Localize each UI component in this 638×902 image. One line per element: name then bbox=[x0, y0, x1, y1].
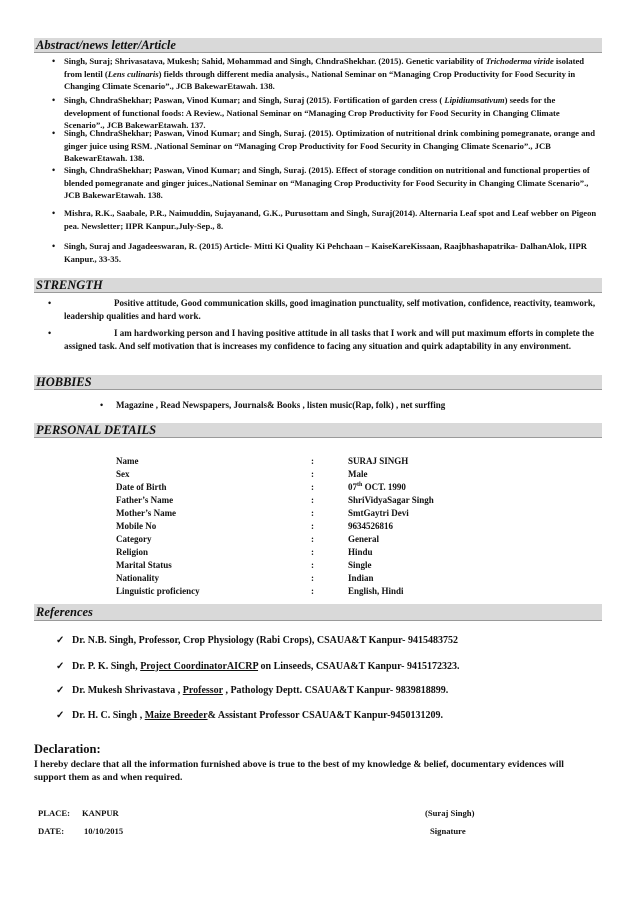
abstract-heading: Abstract/news letter/Article bbox=[34, 38, 602, 53]
pd-row-mother: Mother’s Name : SmtGaytri Devi bbox=[116, 508, 409, 518]
abstract-item-4: • Singh, ChndraShekhar; Paswan, Vinod Kumar; and Singh, Suraj. (2015). Effect of storage condition on nutritional and functional properties of blended pomegranate and ginger juices.,National Seminar on “Managing Crop Productivity for Food Security in Changing Climate Scenario”., JCB BakewarEtawah. 138. bbox=[52, 165, 590, 201]
abstract-item-6: • Singh, Suraj and Jagadeeswaran, R. (2015) Article- Mitti Ki Quality Ki Pehchaan – KaiseKareKissaan, Raajbhashapatrika- DalhanAlok, IIPR Kanpur., 33-35. bbox=[52, 241, 587, 264]
bullet-icon: • bbox=[48, 328, 52, 338]
checkmark-icon: ✓ bbox=[56, 685, 65, 696]
pd-row-father: Father’s Name : ShriVidyaSagar Singh bbox=[116, 495, 434, 505]
abstract-item-1: • Singh, Suraj; Shrivasatava, Mukesh; Sahid, Mohammad and Singh, ChndraShekhar. (2015). Genetic variability of Trichoderma viride isolated from lentil (Lens culinaris) fields through different media analysis., National Seminar on “Managing Crop Productivity for Food Security in Changing Climate Scenario”., JCB BakewarEtawah. 138. bbox=[52, 56, 585, 92]
checkmark-icon: ✓ bbox=[56, 661, 65, 672]
abstract-item-3: • Singh, ChndraShekhar; Paswan, Vinod Kumar; and Singh, Suraj. (2015). Optimization of nutritional drink combining pomegranate, orange and ginger juice using RSM. ,National Seminar on “Managing Crop Productivity for Food Security in Changing Climate Scenario”., JCB BakewarEtawah. 138. bbox=[52, 128, 595, 164]
hobbies-heading: HOBBIES bbox=[34, 375, 602, 390]
pd-row-mobile: Mobile No : 9634526816 bbox=[116, 521, 393, 531]
checkmark-icon: ✓ bbox=[56, 635, 65, 646]
pd-row-marital: Marital Status : Single bbox=[116, 560, 372, 570]
reference-item-2: ✓ Dr. P. K. Singh, Project CoordinatorAICRP on Linseeds, CSAUA&T Kanpur- 9415172323. bbox=[56, 661, 460, 672]
strength-item-1: • Positive attitude, Good communication skills, good imagination punctuality, self motivation, confidence, reactivity, teamwork, leadership qualities and hard work. bbox=[48, 298, 596, 322]
hobbies-item: • Magazine , Read Newspapers, Journals& Books , listen music(Rap, folk) , net surffing bbox=[116, 399, 596, 412]
signatory-name: (Suraj Singh) bbox=[425, 808, 475, 818]
pd-row-name: Name : SURAJ SINGH bbox=[116, 456, 409, 466]
pd-row-religion: Religion : Hindu bbox=[116, 547, 373, 557]
checkmark-icon: ✓ bbox=[56, 710, 65, 721]
personal-heading: PERSONAL DETAILS bbox=[34, 423, 602, 438]
reference-item-3: ✓ Dr. Mukesh Shrivastava , Professor , Pathology Deptt. CSAUA&T Kanpur- 9839818899. bbox=[56, 685, 449, 696]
pd-row-dob: Date of Birth : 07th OCT. 1990 bbox=[116, 482, 406, 492]
references-heading: References bbox=[34, 604, 602, 621]
bullet-icon: • bbox=[52, 95, 56, 105]
place-label: PLACE: bbox=[38, 808, 70, 818]
pd-row-sex: Sex : Male bbox=[116, 469, 368, 479]
date-value: 10/10/2015 bbox=[84, 826, 124, 836]
abstract-item-2: • Singh, ChndraShekhar; Paswan, Vinod Kumar; and Singh, Suraj (2015). Fortification of garden cress ( Lipidiumsativum) seeds for the development of functional foods: A Review., National Seminar on “Managing Crop Productivity for Food Security in Changing Climate Scenario”., JCB BakewarEtawah. 137. bbox=[52, 95, 560, 131]
pd-row-category: Category : General bbox=[116, 534, 379, 544]
reference-item-1: ✓ Dr. N.B. Singh, Professor, Crop Physiology (Rabi Crops), CSAUA&T Kanpur- 9415483752 bbox=[56, 635, 458, 646]
bullet-icon: • bbox=[52, 128, 56, 138]
signature-label: Signature bbox=[430, 826, 466, 836]
abstract-item-5: • Mishra, R.K., Saabale, P.R., Naimuddin, Sujayanand, G.K., Purusottam and Singh, Suraj(2014). Alternaria Leaf spot and Leaf webber on Pigeon pea. Newsletter; IIPR Kanpur.,July-Sep., 8. bbox=[52, 208, 597, 231]
pd-row-nationality: Nationality : Indian bbox=[116, 573, 374, 583]
strength-heading: STRENGTH bbox=[34, 278, 602, 293]
place-value: KANPUR bbox=[82, 808, 119, 818]
strength-item-2: • I am hardworking person and I having positive attitude in all tasks that I work and will put maximum efforts in complete the assigned task. And self motivation that is increases my confidence to facing any situation and quirk adaptability in any environment. bbox=[48, 328, 595, 352]
declaration-title: Declaration: bbox=[34, 742, 101, 756]
bullet-icon: • bbox=[52, 56, 56, 66]
dob-value: 07th OCT. 1990 bbox=[348, 482, 406, 492]
bullet-icon: • bbox=[52, 165, 56, 175]
bullet-icon: • bbox=[48, 298, 52, 308]
bullet-icon: • bbox=[52, 208, 56, 218]
date-label: DATE: bbox=[38, 826, 65, 836]
bullet-icon: • bbox=[52, 241, 56, 251]
pd-row-language: Linguistic proficiency : English, Hindi bbox=[116, 586, 404, 596]
declaration-text: I hereby declare that all the information furnished above is true to the best of my knowledge & belief, documentary evidences will support them as and when required. bbox=[34, 759, 564, 783]
reference-item-4: ✓ Dr. H. C. Singh , Maize Breeder& Assistant Professor CSAUA&T Kanpur-9450131209. bbox=[56, 710, 444, 721]
bullet-icon: • bbox=[100, 400, 104, 410]
